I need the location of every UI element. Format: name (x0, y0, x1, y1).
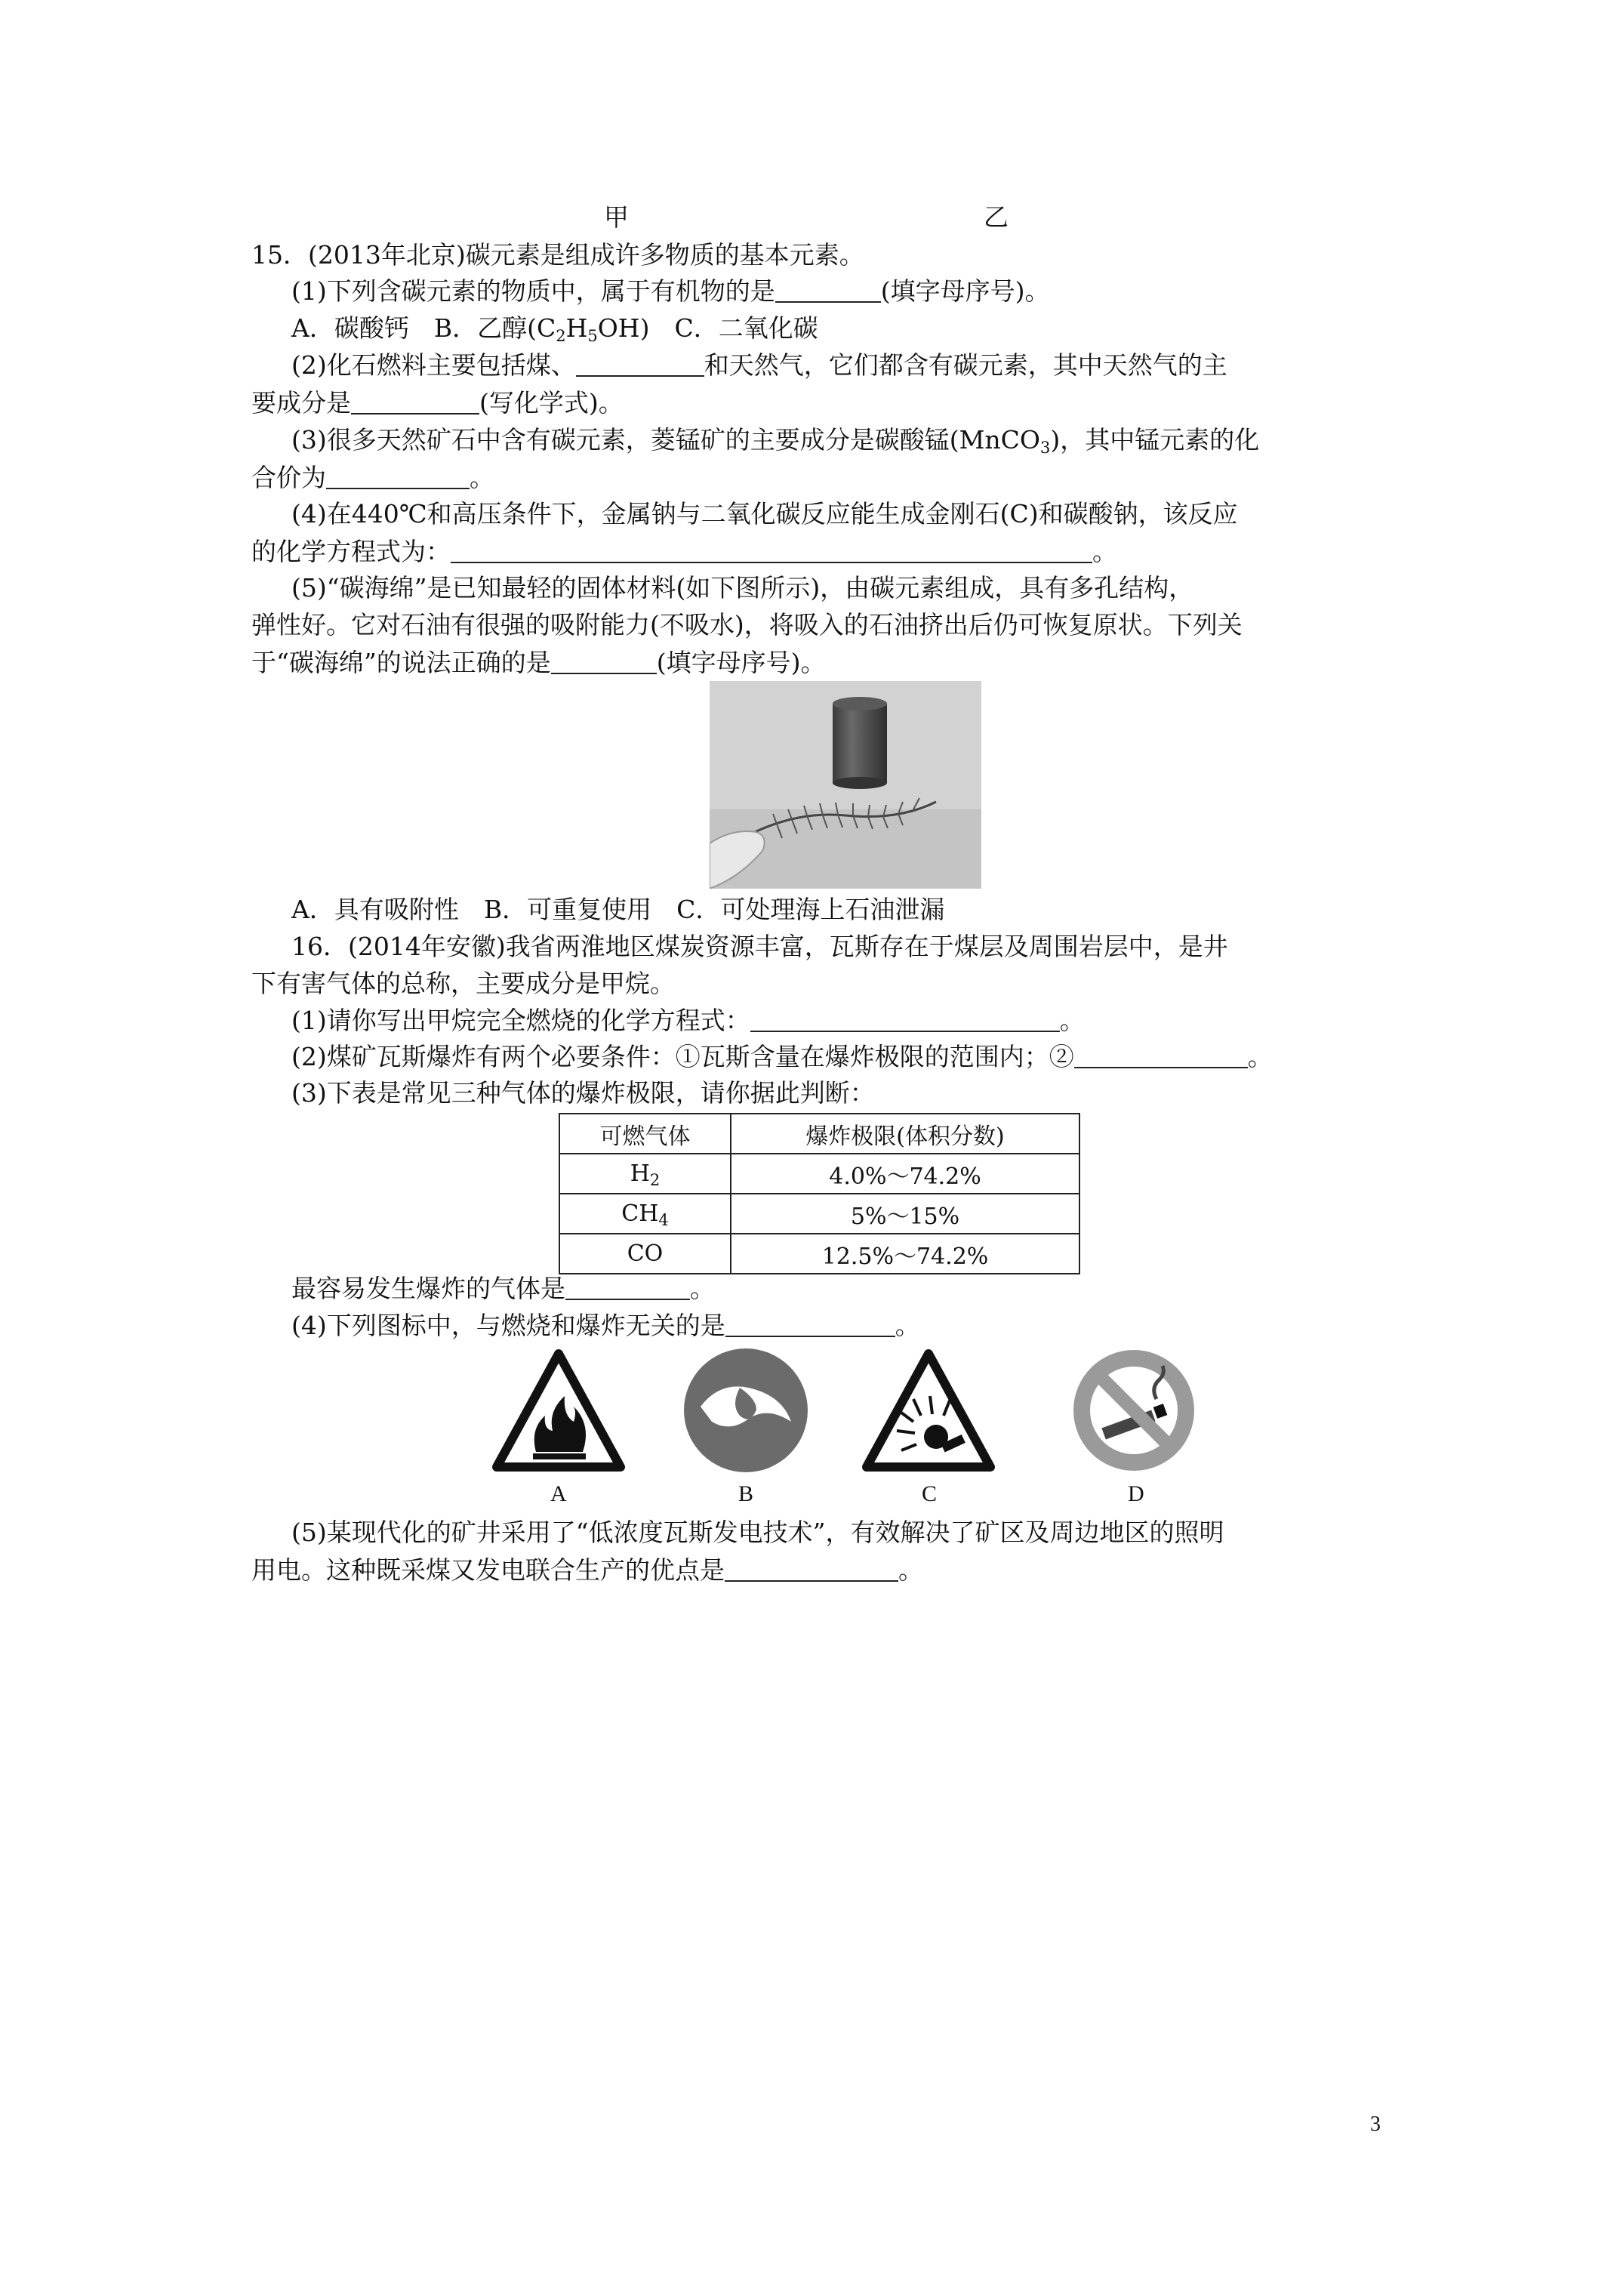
gas-cell: CO (559, 1234, 731, 1274)
q16-title-cont: 下有害气体的总称，主要成分是甲烷。 (251, 969, 675, 998)
q15-options1: A．碳酸钙 B．乙醇$(C_2H_5OH)$ C．二氧化碳 (291, 313, 818, 345)
carbon-sponge-photo (710, 681, 981, 889)
q15-options5: A．具有吸附性 B．可重复使用 C．可处理海上石油泄漏 (291, 895, 945, 924)
q15-part1: (1)下列含碳元素的物质中，属于有机物的是 (填字母序号)。 (291, 276, 1050, 306)
flammable-warning-icon (491, 1346, 627, 1475)
q15-title: 15．(2013年北京)碳元素是组成许多物质的基本元素。 (251, 240, 864, 270)
gas-cell: $CH_4$ (559, 1194, 731, 1234)
q16-part4: (4)下列图标中，与燃烧和爆炸无关的是 。 (291, 1311, 920, 1340)
q16-part1: (1)请你写出甲烷完全燃烧的化学方程式： 。 (291, 1006, 1085, 1035)
header-gas: 可燃气体 (559, 1114, 731, 1154)
q15-part2-cont: 要成分是 (写化学式)。 (251, 388, 624, 418)
answer-blank[interactable] (1074, 1044, 1248, 1068)
answer-blank[interactable] (451, 539, 1092, 563)
no-smoking-icon (1066, 1346, 1202, 1475)
answer-blank[interactable] (351, 390, 479, 415)
sign-label-b: B (738, 1481, 754, 1506)
table-row (559, 1234, 1079, 1274)
figure-label-yi: 乙 (984, 202, 1009, 232)
answer-blank[interactable] (565, 1276, 690, 1300)
sign-label-a: A (550, 1481, 567, 1506)
q16-title: 16．(2014年安徽)我省两淮地区煤炭资源丰富，瓦斯存在于煤层及周围岩层中，是井 (291, 932, 1228, 961)
q15-part5-cont2: 于“碳海绵”的说法正确的是 (填字母序号)。 (251, 648, 826, 677)
answer-blank[interactable] (576, 353, 704, 377)
q15-part2: (2)化石燃料主要包括煤、 和天然气，它们都含有碳元素，其中天然气的主 (291, 350, 1227, 380)
q15-part5: (5)“碳海绵”是已知最轻的固体材料(如下图所示)，由碳元素组成，具有多孔结构， (291, 573, 1194, 603)
sign-label-d: D (1128, 1481, 1144, 1506)
q15-part3: (3)很多天然矿石中含有碳元素，菱锰矿的主要成分是碳酸锰(MnCO$_3$)，其中锰元素的化 (291, 425, 1260, 457)
q16-part2: (2)煤矿瓦斯爆炸有两个必要条件：①瓦斯含量在爆炸极限的范围内；② 。 (291, 1042, 1273, 1071)
limit-cell: 4.0%～74.2% (731, 1154, 1079, 1194)
table-row (559, 1194, 1079, 1234)
gas-cell: $H_2$ (559, 1154, 731, 1194)
q15-part4-cont: 的化学方程式为： 。 (251, 537, 1117, 566)
table-row (559, 1154, 1079, 1194)
page-number: 3 (1370, 2113, 1381, 2136)
answer-blank[interactable] (551, 650, 657, 674)
header-limit: 爆炸极限(体积分数) (731, 1114, 1079, 1154)
sign-label-c: C (922, 1481, 938, 1506)
q15-part4: (4)在440℃和高压条件下，金属钠与二氧化碳反应能生成金刚石(C)和碳酸钠，该反应 (291, 499, 1238, 529)
figure-label-jia: 甲 (604, 202, 629, 232)
answer-blank[interactable] (725, 1313, 895, 1337)
table-header-row (559, 1114, 1079, 1154)
q16-part3: (3)下表是常见三种气体的爆炸极限，请你据此判断： (291, 1078, 875, 1108)
q16-part5: (5)某现代化的矿井采用了“低浓度瓦斯发电技术”，有效解决了矿区及周边地区的照明 (291, 1518, 1224, 1547)
q16-part3-answer: 最容易发生爆炸的气体是 。 (291, 1274, 715, 1303)
limit-cell: 12.5%～74.2% (731, 1234, 1079, 1274)
water-hazard-icon (678, 1346, 814, 1475)
explosive-warning-icon (861, 1346, 996, 1475)
explosion-limit-table (559, 1113, 1080, 1274)
q15-part5-cont1: 弹性好。它对石油有很强的吸附能力(不吸水)，将吸入的石油挤出后仍可恢复原状。下列关 (251, 610, 1243, 639)
limit-cell: 5%～15% (731, 1194, 1079, 1234)
answer-blank[interactable] (750, 1008, 1060, 1032)
q16-part5-cont: 用电。这种既采煤又发电联合生产的优点是 。 (251, 1555, 923, 1585)
answer-blank[interactable] (326, 465, 470, 489)
q15-part3-cont: 合价为 。 (251, 463, 494, 492)
answer-blank[interactable] (775, 279, 881, 303)
answer-blank[interactable] (725, 1558, 898, 1582)
